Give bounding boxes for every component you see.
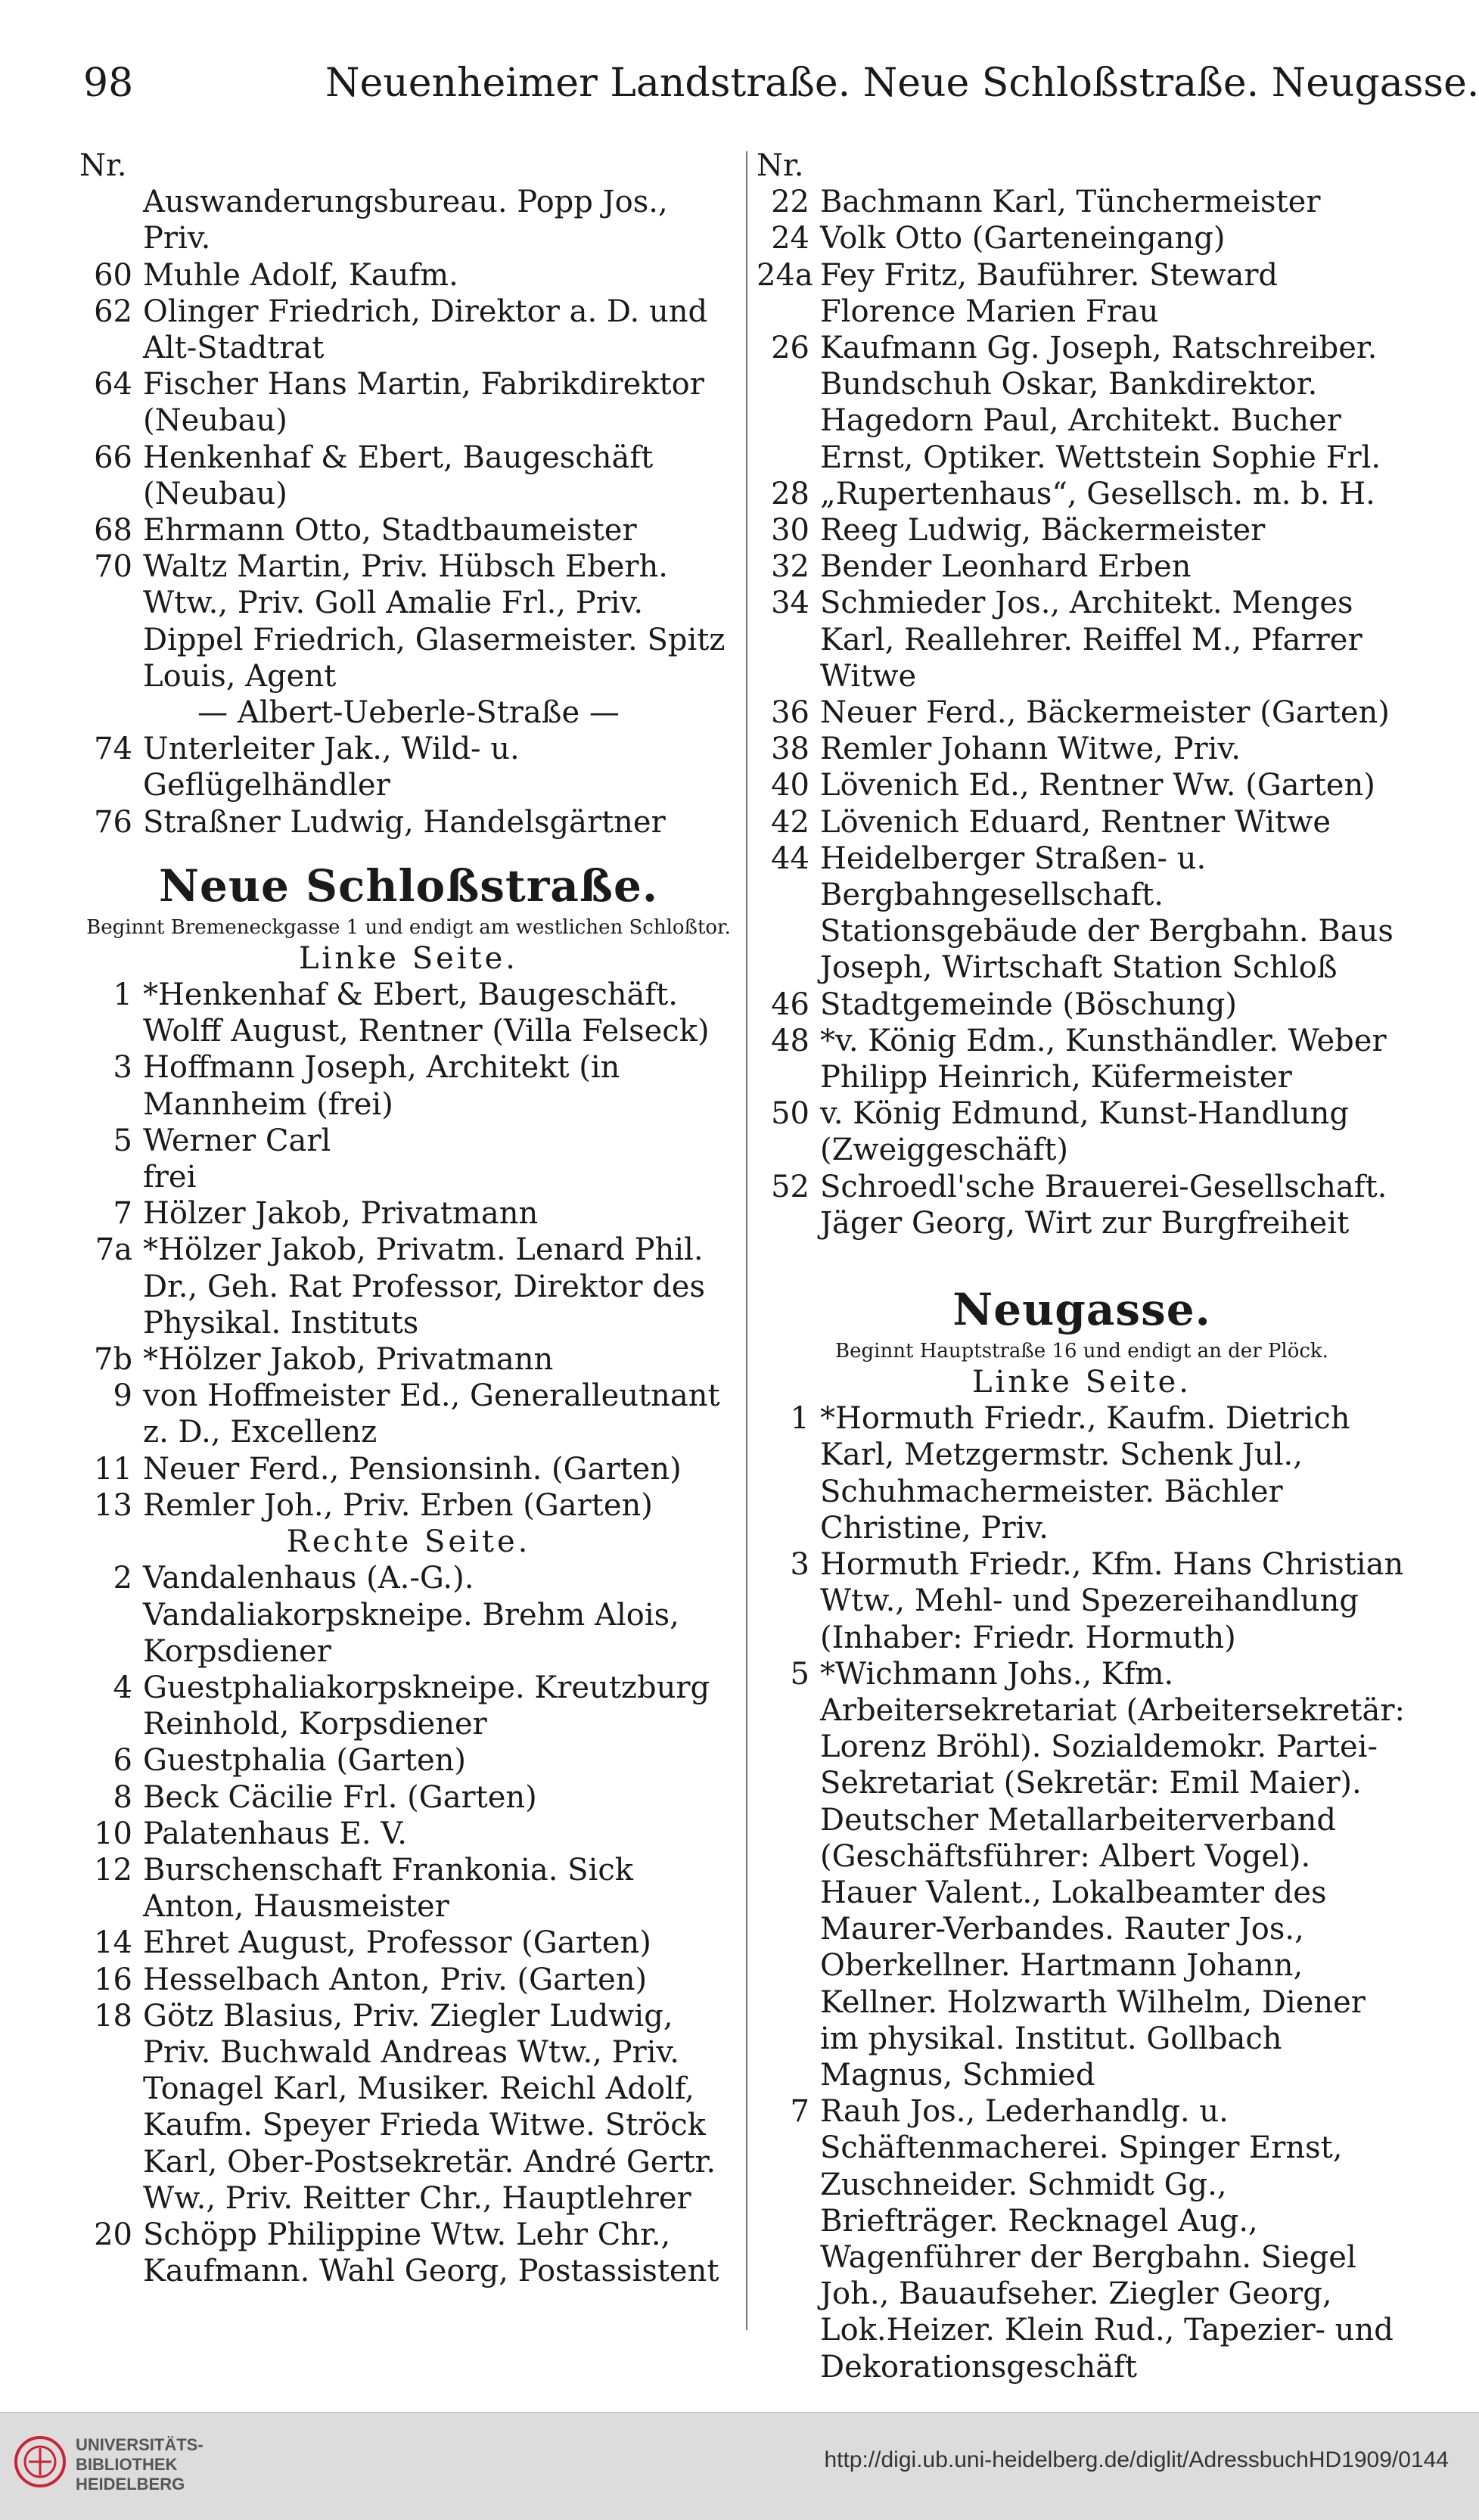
house-number: 36 [771,695,809,731]
resident-text: Ehrmann Otto, Stadtbaumeister [143,513,637,548]
resident-text: Muhle Adolf, Kaufm. [143,257,458,293]
resident-text: v. König Edmund, Kunst-Handlung (Zweiggeschäft) [820,1096,1350,1168]
footer-bar [0,2412,1479,2520]
address-entry [79,1779,738,1816]
resident-text: *Hölzer Jakob, Privatm. Lenard Phil. Dr., Geh. Rat Professor, Direktor des Physikal. Instituts [143,1232,706,1341]
address-entry [757,1023,1407,1095]
running-title: Neuenheimer Landstraße. Neue Schloßstraße. Neugasse. [325,61,1479,106]
house-number: 40 [771,768,809,803]
resident-text: Hölzer Jakob, Privatmann [143,1196,539,1232]
address-entry [79,1232,738,1341]
resident-text: Rauh Jos., Lederhandlg. u. Schäftenmacherei. Spinger Ernst, Zuschneider. Schmidt Gg., Briefträger. Recknagel Aug., Wagenführer der Bergbahn. Siegel Joh., Bauaufseher. Ziegler Georg, Lok.Heizer. Klein Rud., Tapezier- und Dekorationsgeschäft [820,2094,1394,2385]
resident-text: Henkenhaf & Ebert, Baugeschäft (Neubau) [143,440,654,511]
house-number: 8 [113,1779,132,1815]
house-number: 64 [94,367,132,402]
resident-text: Waltz Martin, Priv. Hübsch Eberh. Wtw., Priv. Goll Amalie Frl., Priv. Dippel Friedrich, Glasermeister. Spitz Louis, Agent [143,549,726,694]
street-description: Beginnt Hauptstraße 16 und endigt an der Plöck. [835,1340,1328,1363]
resident-text: Unterleiter Jak., Wild- u. Geflügelhändler [143,732,520,803]
resident-text: *Henkenhaf & Ebert, Baugeschäft. Wolff August, Rentner (Villa Felseck) [143,977,710,1049]
logo-line: BIBLIOTHEK [76,2455,178,2474]
address-entry [757,548,1407,585]
house-number: 1 [113,977,132,1013]
address-entry [79,1159,738,1195]
source-url[interactable]: http://digi.ub.uni-heidelberg.de/diglit/AdressbuchHD1909/0144 [824,2447,1449,2472]
entry-list [79,731,738,841]
address-entry [79,257,738,294]
house-number: 28 [771,476,809,511]
side-label: Rechte Seite. [286,1524,531,1560]
address-entry [79,1451,738,1487]
resident-text: Werner Carl [143,1123,331,1158]
address-entry [79,1742,738,1779]
address-entry [79,2217,738,2289]
address-entry [79,731,738,803]
address-entry [757,1400,1407,1546]
address-entry [79,1123,738,1159]
address-entry [79,1487,738,1524]
resident-text: Ehret August, Professor (Garten) [143,1925,651,1961]
house-number: 70 [94,549,132,585]
entry-list [757,184,1407,1241]
address-entry [757,512,1407,548]
house-number: 5 [113,1123,132,1158]
resident-text: Volk Otto (Garteneingang) [820,221,1226,256]
house-number: 3 [790,1547,809,1583]
address-entry [79,1962,738,1998]
house-number: 7 [113,1196,132,1232]
resident-text: Götz Blasius, Priv. Ziegler Ludwig, Priv. Buchwald Andreas Wtw., Priv. Tonagel Karl, Musiker. Reichl Adolf, Kaufm. Speyer Frieda Witwe. Ströck Karl, Ober-Postsekretär. André Gertr. Ww., Priv. Reitter Chr., Hauptlehrer [143,1998,716,2216]
left-column [79,148,738,2289]
address-entry [79,1852,738,1925]
resident-text: Guestphaliakorpskneipe. Kreutzburg Reinhold, Korpsdiener [143,1670,710,1742]
house-number: 60 [94,257,132,293]
street-description: Beginnt Bremeneckgasse 1 und endigt am westlichen Schloßtor. [86,915,731,939]
house-number: 18 [94,1998,132,2034]
address-entry [757,476,1407,512]
resident-text: Lövenich Eduard, Rentner Witwe [820,804,1331,840]
house-number: 26 [771,331,809,365]
address-entry [79,1816,738,1852]
side-label: Linke Seite. [971,1365,1192,1400]
house-number: 12 [94,1852,132,1888]
address-entry [79,1925,738,1961]
address-entry [757,694,1407,731]
resident-text: frei [143,1160,197,1195]
address-entry [79,184,738,256]
resident-text: Reeg Ludwig, Bäckermeister [820,513,1266,548]
resident-text: von Hoffmeister Ed., Generalleutnant z. D., Excellenz [143,1378,720,1450]
resident-text: Fey Fritz, Bauführer. Steward Florence Marien Frau [820,257,1279,329]
resident-text: Guestphalia (Garten) [143,1743,466,1779]
entry-list [79,184,738,694]
address-entry [79,548,738,694]
resident-text: Stadtgemeinde (Böschung) [820,987,1237,1022]
right-column [757,148,1407,2385]
address-entry [757,220,1407,256]
address-entry [79,1341,738,1378]
resident-text: Heidelberger Straßen- u. Bergbahngesellschaft. Stationsgebäude der Bergbahn. Baus Joseph, Wirtschaft Station Schloß [820,841,1394,986]
street-title: Neue Schloßstraße. [158,859,659,912]
house-number: 6 [113,1743,132,1779]
resident-text: Schöpp Philippine Wtw. Lehr Chr., Kaufmann. Wahl Georg, Postassistent [143,2217,719,2289]
library-logo-text [76,2435,204,2494]
resident-text: *v. König Edm., Kunsthändler. Weber Philipp Heinrich, Küfermeister [820,1023,1387,1095]
nr-label: Nr. [79,148,127,183]
address-entry [757,731,1407,767]
address-entry [79,1560,738,1670]
resident-text: Remler Joh., Priv. Erben (Garten) [143,1487,653,1523]
address-entry [79,1195,738,1232]
house-number: 9 [113,1378,132,1414]
house-number: 24a [757,257,813,293]
address-entry [757,841,1407,987]
house-number: 16 [94,1962,132,1997]
house-number: 3 [113,1050,132,1086]
house-number: 20 [94,2217,132,2252]
house-number: 46 [771,987,809,1022]
resident-text: Remler Johann Witwe, Priv. [820,732,1241,767]
resident-text: Burschenschaft Frankonia. Sick Anton, Hausmeister [143,1852,634,1925]
house-number: 62 [94,294,132,329]
house-number: 10 [94,1816,132,1851]
resident-text: Kaufmann Gg. Joseph, Ratschreiber. Bundschuh Oskar, Bankdirektor. Hagedorn Paul, Architekt. Bucher Ernst, Optiker. Wettstein Sophie Frl. [820,331,1381,475]
address-entry [79,1378,738,1450]
house-number: 24 [771,221,809,256]
house-number: 11 [94,1451,132,1487]
address-entry [757,804,1407,841]
resident-text: Hormuth Friedr., Kfm. Hans Christian Wtw., Mehl- und Spezereihandlung (Inhaber: Friedr. Hormuth) [820,1547,1404,1655]
house-number: 76 [94,804,132,840]
resident-text: *Wichmann Johs., Kfm. Arbeitersekretariat (Arbeitersekretär: Lorenz Bröhl). Sozialdemokr. Partei-Sekretariat (Sekretär: Emil Maier). Deutscher Metallarbeiterverband (Geschäftsführer: Albert Vogel). Hauer Valent., Lokalbeamter des Maurer-Verbandes. Rauter Jos., Oberkellner. Hartmann Johann, Kellner. Holzwarth Wilhelm, Diener im physikal. Institut. Gollbach Magnus, Schmied [820,1656,1405,2093]
house-number: 44 [771,841,809,876]
address-entry [79,1670,738,1742]
house-number: 38 [771,732,809,767]
resident-text: Bachmann Karl, Tünchermeister [820,185,1321,220]
house-number: 22 [771,185,809,220]
address-entry [79,440,738,512]
resident-text: Olinger Friedrich, Direktor a. D. und Alt-Stadtrat [143,294,708,365]
logo-line: HEIDELBERG [76,2475,185,2494]
resident-text: Auswanderungsbureau. Popp Jos., Priv. [143,185,668,256]
entry-list [757,1400,1407,2385]
resident-text: *Hormuth Friedr., Kaufm. Dietrich Karl, Metzgermstr. Schenk Jul., Schuhmachermeister. Bächler Christine, Priv. [820,1401,1350,1546]
address-entry [79,804,738,841]
resident-text: Schmieder Jos., Architekt. Menges Karl, Reallehrer. Reiffel M., Pfarrer Witwe [820,586,1362,694]
house-number: 52 [771,1169,809,1204]
house-number: 7a [95,1232,132,1268]
resident-text: Straßner Ludwig, Handelsgärtner [143,804,666,840]
address-entry [757,1546,1407,1656]
house-number: 32 [771,549,809,585]
resident-text: Schroedl'sche Brauerei-Gesellschaft. Jäger Georg, Wirt zur Burgfreiheit [820,1169,1387,1241]
house-number: 74 [94,732,132,767]
address-entry [79,1998,738,2217]
resident-text: Beck Cäcilie Frl. (Garten) [143,1779,537,1815]
cross-street: — Albert-Ueberle-Straße — [197,695,620,731]
page-number: 98 [83,61,134,106]
resident-text: Fischer Hans Martin, Fabrikdirektor (Neubau) [143,367,704,439]
house-number: 2 [113,1561,132,1596]
resident-text: „Rupertenhaus“, Gesellsch. m. b. H. [820,476,1375,511]
house-number: 14 [94,1925,132,1961]
address-entry [757,184,1407,220]
address-entry [757,330,1407,476]
resident-text: Neuer Ferd., Pensionsinh. (Garten) [143,1451,682,1487]
address-entry [757,1095,1407,1168]
house-number: 1 [790,1401,809,1437]
house-number: 68 [94,513,132,548]
page-header [83,53,1479,113]
house-number: 34 [771,586,809,621]
address-entry [79,512,738,548]
column-divider [746,151,747,2330]
address-entry [757,1656,1407,2093]
address-entry [757,987,1407,1023]
house-number: 5 [790,1656,809,1692]
address-entry [757,767,1407,803]
resident-text: Bender Leonhard Erben [820,549,1192,585]
resident-text: Palatenhaus E. V. [143,1816,407,1851]
resident-text: Vandalenhaus (A.-G.). Vandaliakorpskneipe. Brehm Alois, Korpsdiener [143,1561,679,1669]
entry-list [79,1560,738,2289]
house-number: 7 [790,2094,809,2130]
house-number: 13 [94,1487,132,1523]
house-number: 4 [113,1670,132,1705]
resident-text: *Hölzer Jakob, Privatmann [143,1342,554,1378]
resident-text: Hesselbach Anton, Priv. (Garten) [143,1962,648,1997]
address-entry [79,366,738,439]
house-number: 48 [771,1023,809,1058]
address-entry [757,257,1407,330]
university-seal-icon [14,2435,67,2488]
address-entry [79,294,738,366]
house-number: 66 [94,440,132,475]
address-entry [79,1049,738,1122]
street-title: Neugasse. [952,1284,1211,1336]
address-entry [79,977,738,1049]
logo-line: UNIVERSITÄTS- [76,2435,204,2454]
house-number: 7b [93,1342,132,1378]
resident-text: Hoffmann Joseph, Architekt (in Mannheim (frei) [143,1050,620,1122]
address-entry [757,585,1407,694]
nr-label: Nr. [757,148,804,183]
address-entry [757,1169,1407,1241]
resident-text: Lövenich Ed., Rentner Ww. (Garten) [820,768,1375,803]
side-label: Linke Seite. [298,940,519,976]
house-number: 50 [771,1096,809,1132]
resident-text: Neuer Ferd., Bäckermeister (Garten) [820,695,1390,731]
house-number: 30 [771,513,809,548]
entry-list [79,977,738,1524]
address-entry [757,2093,1407,2385]
house-number: 42 [771,804,809,840]
